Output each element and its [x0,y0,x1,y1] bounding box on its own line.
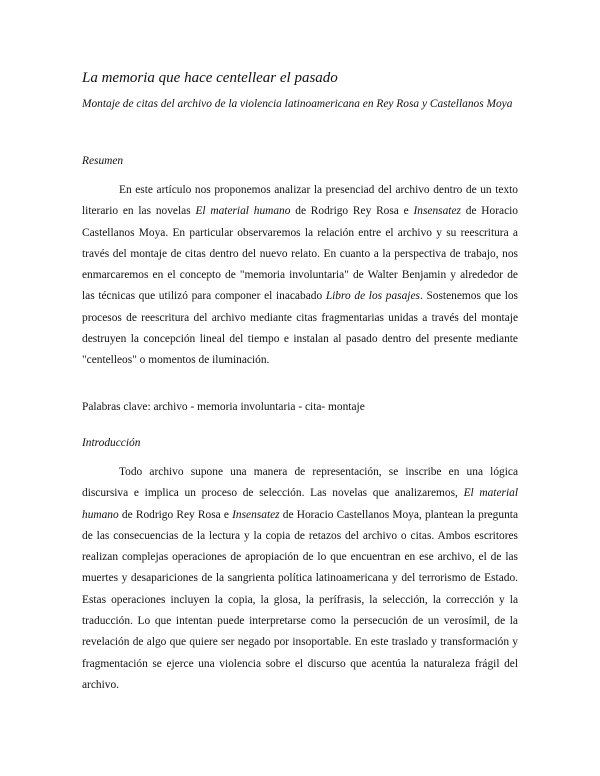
page-subtitle: Montaje de citas del archivo de la violencia latinoamericana en Rey Rosa y Castellanos Moya [82,98,513,110]
page-title: La memoria que hace centellear el pasado [82,70,338,86]
keywords-line: Palabras clave: archivo - memoria involuntaria - cita- montaje [82,401,365,413]
abstract-heading: Resumen [82,155,124,167]
intro-book-title-1: El material humano [82,487,518,521]
abstract-text-1: En este artículo nos proponemos analizar la presenciad del archivo dentro de un texto literario en las novelas [82,184,518,218]
abstract-book-title-3: Libro de los pasajes [325,290,420,303]
abstract-text-4: . Sostenemos que los procesos de reescritura del archivo mediante citas fragmentarias unidas a través del montaje destruyen la concepción lineal del tiempo e instalan al pasado dentro del presente mediante "centelleos" o momentos de iluminación. [82,290,518,367]
abstract-paragraph [82,180,518,372]
abstract-book-title-2: Insensatez [413,205,461,218]
intro-book-title-2: Insensatez [232,508,280,521]
introduction-paragraph [82,462,518,696]
introduction-heading: Introducción [82,437,141,449]
intro-text-2: de Rodrigo Rey Rosa e [118,508,233,521]
intro-text-1: Todo archivo supone una manera de representación, se inscribe en una lógica discursiva e implica un proceso de selección. Las novelas que analizaremos, [82,466,518,500]
abstract-text-3: de Horacio Castellanos Moya. En particular observaremos la relación entre el archivo y su reescritura a través del montaje de citas dentro del nuevo relato. En cuanto a la perspectiva de trabajo, nos enmarcaremos en el concepto de "memoria involuntaria" de Walter Benjamin y alrededor de las técnicas que utilizó para componer el inacabado [82,205,518,303]
intro-text-3: de Horacio Castellanos Moya, plantean la pregunta de las consecuencias de la lectura y la copia de retazos del archivo o citas. Ambos escritores realizan complejas operaciones de apropiación de lo que encuentran en ese archivo, el de las muertes y desapariciones de la sangrienta política latinoamericana y del terrorismo de Estado. Estas operaciones incluyen la copia, la glosa, la perífrasis, la selección, la corrección y la traducción. Lo que intentan puede interpretarse como la persecución de un verosímil, de la revelación de algo que quiere ser negado por insoportable. En este traslado y transformación y fragmentación se ejerce una violencia sobre el discurso que acentúa la naturaleza frágil del archivo. [82,508,518,691]
abstract-text-2: de Rodrigo Rey Rosa e [290,205,414,218]
abstract-book-title-1: El material humano [195,205,291,218]
